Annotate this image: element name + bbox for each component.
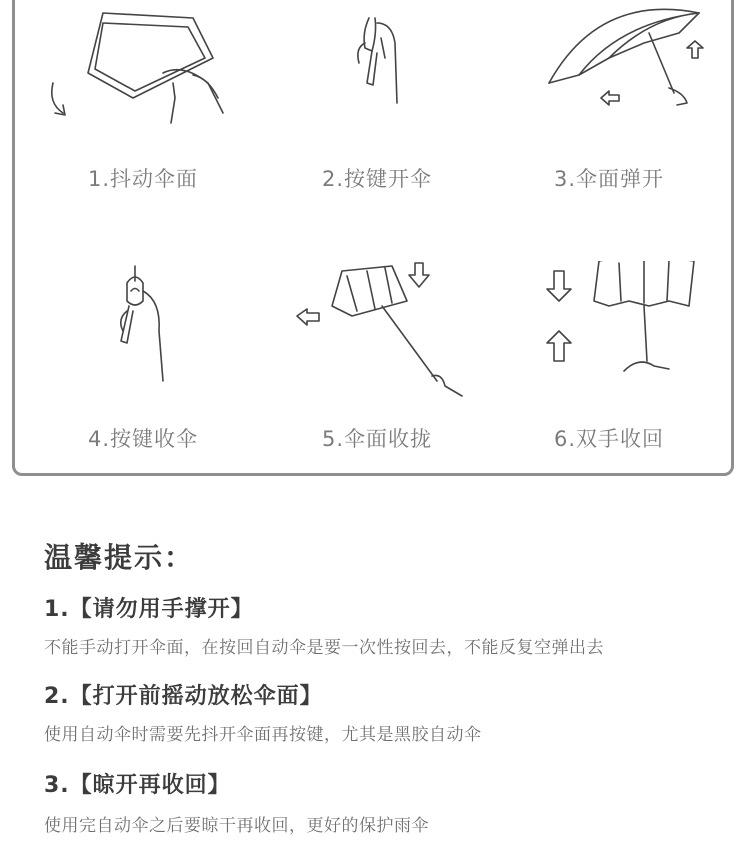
tips-title: 温馨提示：: [44, 541, 195, 574]
step-5: [257, 261, 497, 496]
instructions-panel: [12, 0, 734, 476]
step-1: [23, 3, 263, 238]
tip-1-heading: 1.【请勿用手撑开】: [44, 597, 254, 622]
press-button-close-illustration: [43, 261, 243, 401]
tip-1-body: 不能手动打开伞面，在按回自动伞是要一次性按回去，不能反复空弹出去: [44, 638, 604, 658]
tip-2-body: 使用自动伞时需要先抖开伞面再按键，尤其是黑胶自动伞: [44, 725, 482, 745]
two-hands-close-illustration: [509, 261, 709, 401]
step-4: [23, 261, 263, 496]
step-2: [257, 3, 497, 238]
step-1-caption: 1.抖动伞面: [87, 167, 199, 191]
shake-umbrella-illustration: [43, 3, 243, 143]
press-button-open-illustration: [277, 3, 477, 143]
umbrella-opens-illustration: [509, 3, 709, 143]
step-5-caption: 5.伞面收拢: [321, 427, 433, 451]
tip-3-heading: 3.【晾开再收回】: [44, 773, 231, 798]
step-4-caption: 4.按键收伞: [87, 427, 199, 451]
step-3: [489, 3, 729, 238]
tip-3-body: 使用完自动伞之后要晾干再收回，更好的保护雨伞: [44, 816, 429, 836]
umbrella-closes-illustration: [277, 261, 477, 401]
step-2-caption: 2.按键开伞: [321, 167, 433, 191]
step-6-caption: 6.双手收回: [553, 427, 665, 451]
step-6: [489, 261, 729, 496]
step-3-caption: 3.伞面弹开: [553, 167, 665, 191]
tip-2-heading: 2.【打开前摇动放松伞面】: [44, 684, 323, 709]
